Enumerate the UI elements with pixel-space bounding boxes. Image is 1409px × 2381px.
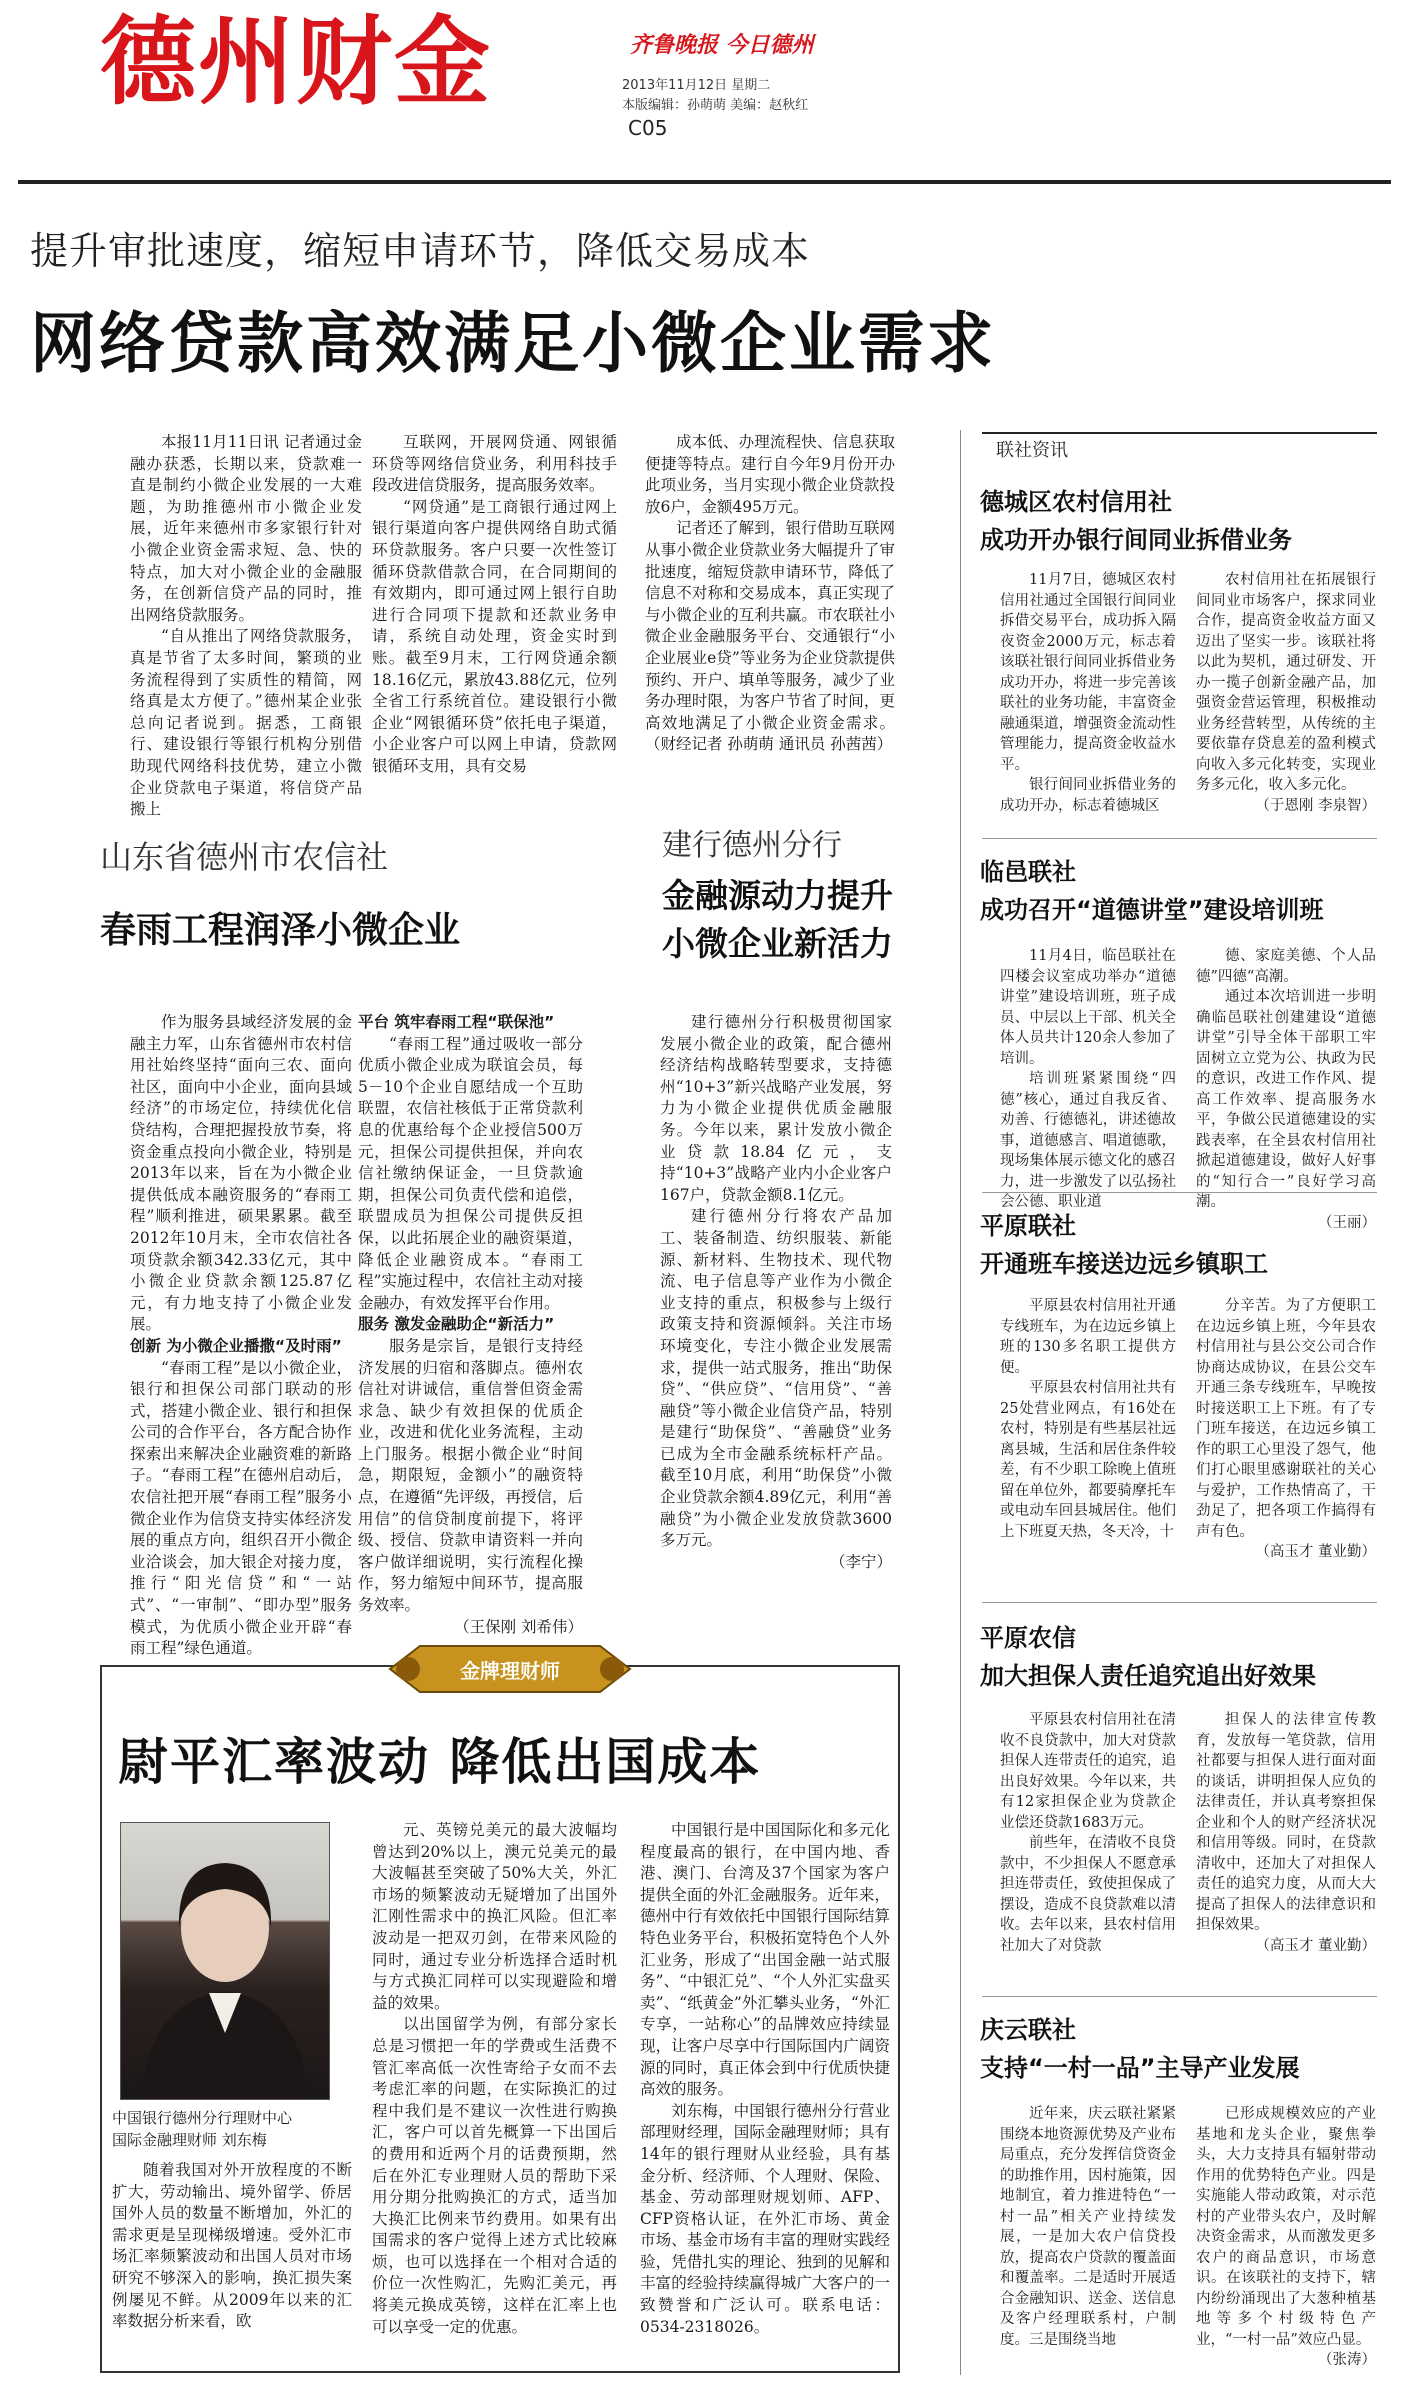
newspaper-brand: 齐鲁晚报 今日德州 [630, 33, 814, 58]
paragraph: 农村信用社在拓展银行间同业市场客户，探求同业合作，提高资金收益方面又迈出了坚实一步。该联社将以此为契机，通过研发、开办一揽子创新金融产品，加强资金营运管理，积极推动业务经营转型，从传统的主要依靠存贷息差的盈利模式向收入多元化转变，实现业务多元化，收入多元化。 [1196, 572, 1376, 793]
sidebar-separator [982, 1192, 1377, 1193]
badge-crest-right [600, 1657, 624, 1681]
sidebar-item-title: 成功开办银行间同业拆借业务 [980, 526, 1292, 554]
section-b-title-line-2: 小微企业新活力 [662, 924, 893, 963]
paragraph: “自从推出了网络贷款服务，真是节省了太多时间，繁琐的业务流程得到了实质性的精简，网络真是太方便了。”德州某企业张总向记者说到。据悉，工商银行、建设银行等银行机构分别借助现代网络科技优势，建立小微企业贷款电子渠道，将信贷产品搬上 [130, 627, 362, 819]
byline: （张涛） [1318, 2352, 1376, 2368]
byline: （于恩刚 李泉智） [1255, 797, 1376, 814]
sidebar-item-col-2 [1196, 946, 1376, 1231]
paragraph-heading: 平台 筑牢春雨工程“联保池” [358, 1013, 555, 1031]
section-a-kicker: 山东省德州市农信社 [100, 838, 389, 876]
advisor-caption-line-2: 国际金融理财师 刘东梅 [112, 2131, 267, 2149]
column-title: 尉平汇率波动 降低出国成本 [118, 1733, 762, 1791]
paragraph: 通过本次培训进一步明确临邑联社创建建设“道德讲堂”引导全体干部职工牢固树立立党为公、执政为民的意识，改进工作作风、提高工作效率、提高服务水平，争做公民道德建设的实践表率，在全县农村信用社掀起道德建设，做好人好事的“知行合一”良好学习高潮。 [1196, 989, 1376, 1210]
paragraph: 互联网，开展网贷通、网银循环贷等网络信贷业务，利用科技手段改进信贷服务，提高服务效率。 [372, 433, 617, 495]
sidebar-separator [982, 838, 1377, 839]
sidebar-item-col-2 [1196, 570, 1376, 828]
editor-line: 本版编辑：孙萌萌 美编：赵秋红 [622, 98, 809, 113]
lead-subhead: 提升审批速度，缩短申请环节，降低交易成本 [30, 229, 811, 273]
sidebar-item-org: 平原联社 [980, 1212, 1076, 1240]
paragraph: 已形成规模效应的产业基地和龙头企业，聚焦拳头，大力支持具有辐射带动作用的优势特色产业。四是实施能人带动政策，对示范村的产业带头农户，及时解决资金需求，从而激发更多农户的商品意识，市场意识。在该联社的支持下，辖内纷纷涌现出了大葱种植基地等多个村级特色产业，“一村一品”效应凸显。 [1196, 2106, 1376, 2348]
sidebar-item-org: 平原农信 [980, 1624, 1076, 1652]
page-code: C05 [628, 116, 668, 140]
sidebar-separator [982, 1602, 1377, 1603]
sidebar-item-col-1 [1000, 946, 1176, 1210]
paragraph-heading: 创新 为小微企业播撒“及时雨” [130, 1336, 342, 1355]
paragraph: 11月4日，临邑联社在四楼会议室成功举办“道德讲堂”建设培训班，班子成员、中层以上干部、机关全体人员共计120余人参加了培训。 [1000, 948, 1176, 1067]
paragraph: 平原县农村信用社在清收不良贷款中，加大对贷款担保人连带责任的追究，追出良好效果。今年以来，共有12家担保企业为贷款企业偿还贷款1683万元。 [1000, 1712, 1176, 1831]
paragraph: 成本低、办理流程快、信息获取便捷等特点。建行自今年9月份开办此项业务，当月实现小微企业贷款投放6户，金额495万元。 [645, 433, 895, 516]
paragraph: 随着我国对外开放程度的不断扩大，劳动输出、境外留学、侨居国外人员的数量不断增加，外汇的需求更是呈现梯级增速。受外汇市场汇率频繁波动和出国人员对市场研究不够深入的影响，换汇损失案例屡见不鲜。从2009年以来的汇率数据分析来看，欧 [112, 2161, 352, 2331]
badge-crest-left [396, 1657, 420, 1681]
lead-col-1 [130, 432, 362, 819]
paragraph: 服务是宗旨，是银行支持经济发展的归宿和落脚点。德州农信社对讲诚信，重信誉但资金需求急、缺少有效担保的优质企业，改进和优化业务流程，主动上门服务。根据小微企业“时间急，期限短，金额小”的融资特点，在遵循“先评级，再授信，后用信”的信贷制度前提下，将评级、授信、贷款申请资料一并向客户做详细说明，实行流程化操作，努力缩短中间环节，提高服务效率。 [358, 1336, 583, 1615]
paragraph: 平原县农村信用社开通专线班车，为在边远乡镇上班的130多名职工提供方便。 [1000, 1298, 1176, 1376]
sidebar-item-org: 临邑联社 [980, 858, 1076, 886]
paragraph: 本报11月11日讯 记者通过金融办获悉，长期以来，贷款难一直是制约小微企业发展的一大难题，为助推德州市小微企业发展，近年来德州市多家银行针对小微企业资金需求短、急、快的特点，加大对小微企业的金融服务，在创新信贷产品的同时，推出网络贷款服务。 [130, 433, 362, 624]
sidebar-top-rule [982, 432, 1377, 434]
section-b-title-line-1: 金融源动力提升 [662, 876, 893, 915]
column-col-3 [640, 1820, 890, 2365]
paragraph: “春雨工程”是以小微企业，银行和担保公司部门联动的形式，搭建小微企业、银行和担保公司的合作平台，各方配合协作探索出来解决企业融资难的新路子。“春雨工程”在德州启动后，农信社把开展“春雨工程”服务小微企业作为信贷支持实体经济发展的重点方向，组织召开小微企业洽谈会，加大银企对接力度，推行“阳光信贷”和“一站式”、“一审制”、“即办型”服务模式，为优质小微企业开辟“春雨工程”绿色通道。 [130, 1358, 352, 1658]
paragraph: 分辛苦。为了方便职工在边远乡镇上班，今年县农村信用社与县公交公司合作协商达成协议，在县公交车开通三条专线班车，早晚按时接送职工上下班。有了专门班车接送，在边远乡镇工作的职工心里没了怨气，他们打心眼里感谢联社的关心与爱护，工作热情高了，干劲足了，把各项工作搞得有声有色。 [1196, 1298, 1376, 1540]
section-b-kicker: 建行德州分行 [662, 828, 842, 863]
sidebar-divider [960, 430, 961, 2375]
paragraph: 德、家庭美德、个人品德”四德“高潮。 [1196, 948, 1376, 985]
sidebar-item-title: 开通班车接送边远乡镇职工 [980, 1250, 1268, 1278]
sidebar-item-org: 庆云联社 [980, 2016, 1076, 2044]
paragraph: 记者还了解到，银行借助互联网从事小微企业贷款业务大幅提升了审批速度，缩短贷款申请环节，降低了信息不对称和交易成本，真正实现了与小微企业的互利共赢。市农联社小微企业金融服务平台、交通银行“小企业展业e贷”等业务为企业贷款提供预约、开户、填单等服务，减少了业务办理时限，为客户节省了时间，更高效地满足了小微企业资金需求。（财经记者 孙萌萌 通讯员 孙茜茜） [645, 519, 895, 754]
sidebar-item-title: 支持“一村一品”主导产业发展 [980, 2054, 1300, 2082]
paragraph: 中国银行是中国国际化和多元化程度最高的银行，在中国内地、香港、澳门、台湾及37个国家为客户提供全面的外汇金融服务。近年来，德州中行有效依托中国银行国际结算特色业务平台，积极拓宽特色个人外汇业务，形成了“出国金融一站式服务”、“中银汇兑”、“个人外汇实盘买卖”、“纸黄金”外汇攀头业务，“外汇专享，一站称心”的品牌效应持续显现，让客户尽享中行国际国内广阔资源的同时，真正体会到中行优质快捷高效的服务。 [640, 1821, 890, 2099]
sidebar-item-col-2 [1196, 1710, 1376, 1954]
byline: （高玉才 董业勤） [1255, 1544, 1376, 1560]
paragraph: 作为服务县域经济发展的金融主力军，山东省德州市农村信用社始终坚持“面向三农、面向社区，面向中小企业，面向县域经济”的市场定位，持续优化信贷结构，合理把握投放节奏，将资金重点投向小微企业，特别是2013年以来，旨在为小微企业提供低成本融资服务的“春雨工程”顺利推进，硕果累累。截至2012年10月末，全市农信社各项贷款余额342.33亿元，其中小微企业贷款余额125.87亿元，有力地支持了小微企业发展。 [130, 1013, 352, 1334]
paragraph: 担保人的法律宣传教育，发放每一笔贷款，信用社都要与担保人进行面对面的谈话，讲明担保人应负的法律责任，并认真考察担保企业和个人的财产经济状况和信用等级。同时，在贷款清收中，还加大了对担保人责任的追究力度，从而大大提高了担保人的法律意识和担保效果。 [1196, 1712, 1376, 1933]
lead-col-2 [372, 432, 617, 802]
paragraph: 建行德州分行将农产品加工、装备制造、纺织服装、新能源、新材料、生物技术、现代物流、电子信息等产业作为小微企业支持的重点，积极参与上级行政策支持和资源倾斜。关注市场环境变化，专注小微企业发展需求，提供一站式服务，推出“助保贷”、“供应贷”、“信用贷”、“善融贷”等小微企业信贷产品，特别是建行“助保贷”、“善融贷”业务已成为全市金融系统标杆产品。截至10月底，利用“助保贷”小微企业贷款余额4.89亿元，利用“善融贷”为小微企业发放贷款3600多万元。 [660, 1207, 892, 1550]
sidebar-item-col-2 [1196, 1296, 1376, 1560]
paragraph: “网贷通”是工商银行通过网上银行渠道向客户提供网络自助式循环贷款服务。客户只要一次性签订循环贷款借款合同，在合同期间的有效期内，即可通过网上银行自助进行合同项下提款和还款业务申请，系统自动处理，资金实时到账。截至9月末，工行网贷通余额18.16亿元，累放43.88亿元，位列全省工行系统首位。建设银行小微企业“网银循环贷”依托电子渠道，小企业客户可以网上申请，贷款网银循环支用，具有交易 [372, 497, 617, 775]
paragraph: 前些年，在清收不良贷款中，不少担保人不愿意承担连带责任，致使担保成了摆设，造成不良贷款难以清收。去年以来，县农村信用社加大了对贷款 [1000, 1835, 1176, 1954]
advisor-portrait [120, 1822, 330, 2100]
column-col-1 [112, 2160, 352, 2364]
sidebar-item-col-1 [1000, 1296, 1176, 1540]
section-a-title: 春雨工程润泽小微企业 [100, 910, 461, 951]
section-a-col-1 [130, 1012, 352, 1658]
sidebar-item-col-1 [1000, 2104, 1176, 2369]
paragraph: 刘东梅，中国银行德州分行营业部理财经理，国际金融理财师；具有14年的银行理财从业经验，具有基金分析、经济师、个人理财、保险、基金、劳动部理财规划师、AFP、CFP资格认证，在外汇市场、黄金市场、基金市场有丰富的理财实践经验，凭借扎实的理论、独到的见解和丰富的经验持续赢得城广大客户的一致赞誉和广泛认可。联系电话：0534-2318026。 [640, 2101, 890, 2336]
paragraph: 元、英镑兑美元的最大波幅均曾达到20%以上，澳元兑美元的最大波幅甚至突破了50%大关，外汇市场的频繁波动无疑增加了出国外汇刚性需求中的换汇风险。但汇率波动是一把双刃剑，在带来风险的同时，通过专业分析选择合适时机与方式换汇同样可以实现避险和增益的效果。 [372, 1821, 617, 2012]
person-icon [121, 1823, 329, 2099]
sidebar-item-col-2 [1196, 2104, 1376, 2369]
section-b-col-1 [660, 1012, 892, 1571]
paragraph: 建行德州分行积极贯彻国家发展小微企业的政策，配合德州经济结构战略转型要求，支持德州“10+3”新兴战略产业发展，努力为小微企业提供优质金融服务。今年以来，累计发放小微企业贷款18.84亿元，支持“10+3”战略产业内小企业客户167户，贷款金额8.1亿元。 [660, 1013, 892, 1204]
sidebar-separator [982, 1996, 1377, 1997]
lead-headline: 网络贷款高效满足小微企业需求 [30, 305, 996, 382]
byline: （李宁） [829, 1552, 892, 1571]
byline: （王丽） [1318, 1214, 1376, 1231]
section-a-col-2 [358, 1012, 583, 1636]
paragraph: “春雨工程”通过吸收一部分优质小微企业成为联谊会员，每5－10个企业自愿结成一个互助联盟，农信社核低于正常贷款利息的优惠给每个企业授信500万元，担保公司提供担保，并向农信社缴纳保证金，一旦贷款逾期，担保公司负责代偿和追偿，联盟成员为担保公司提供反担保，以此拓展企业的融资渠道，降低企业融资成本。“春雨工程”实施过程中，农信社主动对接金融办，有效发挥平台作用。 [358, 1034, 583, 1312]
paragraph: 平原县农村信用社共有25处营业网点，有16处在农村，特别是有些基层社远离县城，生活和居住条件较差，有不少职工除晚上值班留在单位外，都要骑摩托车或电动车回县城居住。他们上下班夏天热，冬天冷，十 [1000, 1380, 1176, 1540]
byline: （高玉才 董业勤） [1255, 1937, 1376, 1954]
paragraph-heading: 服务 激发金融助企“新活力” [358, 1315, 555, 1334]
sidebar-item-col-1 [1000, 570, 1176, 828]
date-line: 2013年11月12日 星期二 [622, 78, 771, 93]
sidebar-item-title: 加大担保人责任追究追出好效果 [980, 1662, 1316, 1690]
paragraph: 银行间同业拆借业务的成功开办，标志着德城区 [1000, 777, 1176, 814]
sidebar-item-title: 成功召开“道德讲堂”建设培训班 [980, 896, 1324, 924]
column-col-2 [372, 1820, 617, 2365]
masthead-title: 德州财金 [100, 6, 492, 118]
byline: （王保刚 刘希伟） [454, 1617, 583, 1636]
paragraph: 以出国留学为例，有部分家长总是习惯把一年的学费或生活费不管汇率高低一次性寄给子女而不去考虑汇率的问题，在实际换汇的过程中我们是不建议一次性进行购换汇，客户可以首先概算一下出国后的费用和近两个月的话费预期，然后在外汇专业理财人员的帮助下采用分期分批购换汇的方式，适当加大换汇比例来节约费用。如果有出国需求的客户觉得上述方式比较麻烦，也可以选择在一个相对合适的价位一次性购汇，先购汇美元，再将美元换成英镑，这样在汇率上也可以享受一定的优惠。 [372, 2015, 617, 2336]
paragraph: 培训班紧紧围绕“四德”核心，通过自我反省、劝善、行德德礼，讲述德故事，道德感言、唱道德歌，现场集体展示德文化的感召力，进一步激发了以弘扬社会公德、职业道 [1000, 1071, 1176, 1210]
paragraph: 11月7日，德城区农村信用社通过全国银行间同业拆借交易平台，成功拆入隔夜资金2000万元，标志着该联社银行间同业拆借业务成功开办，将进一步完善该联社的业务功能，丰富资金融通渠道，增强资金流动性管理能力，提高资金收益水平。 [1000, 572, 1176, 773]
advisor-caption-line-1: 中国银行德州分行理财中心 [112, 2109, 293, 2127]
paragraph: 近年来，庆云联社紧紧围绕本地资源优势及产业布局重点，充分发挥信贷资金的助推作用，因村施策，因地制宜，着力推进特色“一村一品”相关产业持续发展，一是加大农户信贷投放，提高农户贷款的覆盖面和覆盖率。二是适时开展适合金融知识、送金、送信息及客户经理联系村，户制度。三是围绕当地 [1000, 2106, 1176, 2348]
sidebar-tag: 联社资讯 [996, 440, 1068, 461]
lead-col-3 [645, 432, 895, 802]
header-rule [18, 180, 1391, 184]
sidebar-item-org: 德城区农村信用社 [980, 488, 1172, 516]
badge-label: 金牌理财师 [460, 1659, 560, 1683]
sidebar-item-col-1 [1000, 1710, 1176, 1954]
